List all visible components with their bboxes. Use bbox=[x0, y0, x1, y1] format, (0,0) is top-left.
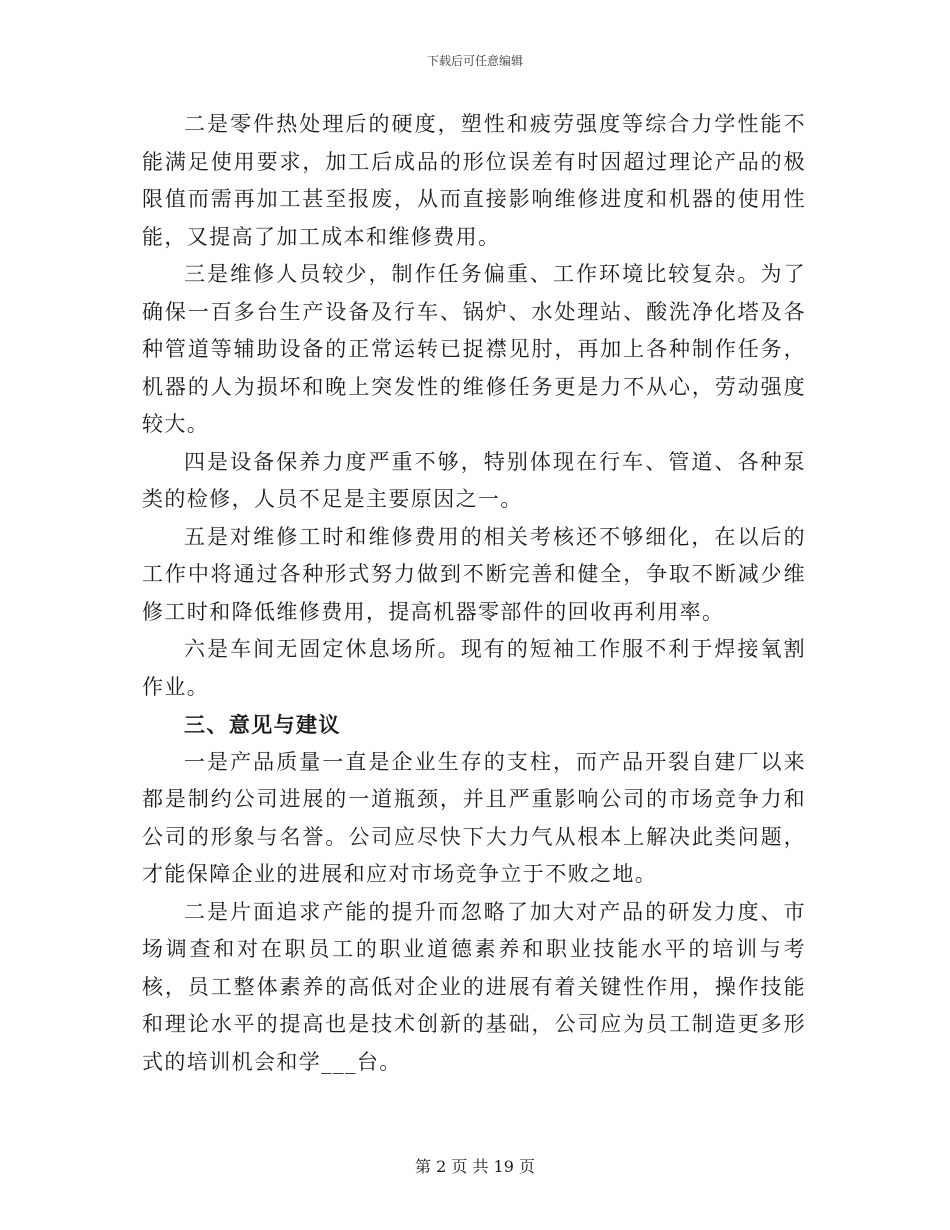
page-header: 下载后可任意编辑 bbox=[426, 54, 523, 68]
suggestion-paragraph-2: 二是片面追求产能的提升而忽略了加大对产品的研发力度、市场调查和对在职员工的职业道德素养和职业技能水平的培训与考核，员工整体素养的高低对企业的进展有着关键性作用，操作技能和理论水平的提高也是技术创新的基础，公司应为员工制造更多形式的培训机会和学___台。 bbox=[142, 899, 806, 1074]
paragraph-4: 四是设备保养力度严重不够，特别体现在行车、管道、各种泵类的检修，人员不足是主要原因之一。 bbox=[142, 449, 806, 511]
paragraph-6: 六是车间无固定休息场所。现有的短袖工作服不利于焊接氧割作业。 bbox=[142, 637, 806, 699]
paragraph-2: 二是零件热处理后的硬度，塑性和疲劳强度等综合力学性能不能满足使用要求，加工后成品的形位误差有时因超过理论产品的极限值而需再加工甚至报废，从而直接影响维修进度和机器的使用性能，又提高了加工成本和维修费用。 bbox=[142, 112, 806, 249]
document-body bbox=[142, 106, 806, 1081]
paragraph-5: 五是对维修工时和维修费用的相关考核还不够细化，在以后的工作中将通过各种形式努力做到不断完善和健全，争取不断减少维修工时和降低维修费用，提高机器零部件的回收再利用率。 bbox=[142, 524, 806, 624]
section-heading: 三、意见与建议 bbox=[184, 712, 341, 737]
suggestion-paragraph-1: 一是产品质量一直是企业生存的支柱，而产品开裂自建厂以来都是制约公司进展的一道瓶颈，并且严重影响公司的市场竞争力和公司的形象与名誉。公司应尽快下大力气从根本上解决此类问题，才能保障企业的进展和应对市场竞争立于不败之地。 bbox=[142, 749, 806, 886]
paragraph-3: 三是维修人员较少，制作任务偏重、工作环境比较复杂。为了确保一百多台生产设备及行车、锅炉、水处理站、酸洗净化塔及各种管道等辅助设备的正常运转已捉襟见肘，再加上各种制作任务，机器的人为损坏和晚上突发性的维修任务更是力不从心，劳动强度较大。 bbox=[142, 262, 806, 436]
page-number: 第 2 页 共 19 页 bbox=[415, 1157, 535, 1176]
